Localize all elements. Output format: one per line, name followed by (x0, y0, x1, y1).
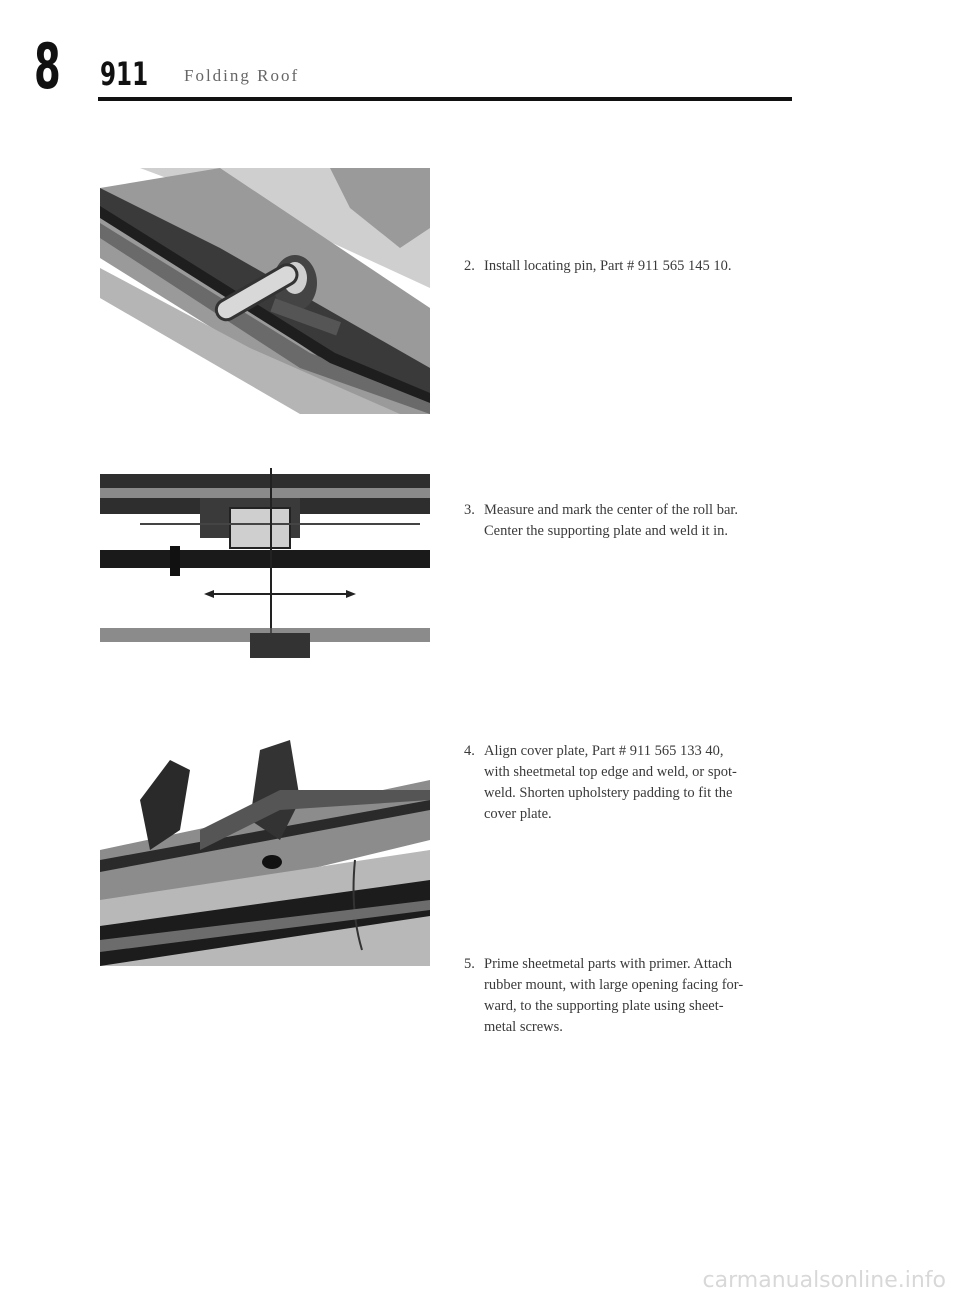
photo-locating-pin (100, 168, 430, 414)
photo-cover-plate (100, 740, 430, 966)
page-header (0, 0, 960, 110)
step-text: Prime sheetmetal parts with primer. Attach rubber mount, with large opening facing for- ward, to the supporting plate using sheet- metal screws. (484, 956, 744, 1035)
section-number: 8 (34, 30, 61, 103)
step-3 (464, 500, 814, 542)
model-number: 911 (100, 55, 149, 93)
step-2 (464, 256, 814, 277)
step-text: Measure and mark the center of the roll bar. Center the supporting plate and weld it in. (484, 502, 739, 539)
step-number: 4. (464, 743, 475, 759)
step-text: Install locating pin, Part # 911 565 145 10. (484, 258, 732, 274)
step-number: 2. (464, 258, 475, 274)
header-rule (98, 97, 792, 101)
page-title: Folding Roof (184, 66, 300, 85)
step-text: Align cover plate, Part # 911 565 133 40, with sheetmetal top edge and weld, or spot- weld. Shorten upholstery padding to fit the cover plate. (484, 743, 737, 822)
watermark: carmanualsonline.info (702, 1268, 946, 1293)
step-5 (464, 954, 814, 1038)
step-number: 5. (464, 956, 475, 972)
step-4 (464, 741, 814, 825)
photo-supporting-plate (100, 468, 430, 666)
step-number: 3. (464, 502, 475, 518)
